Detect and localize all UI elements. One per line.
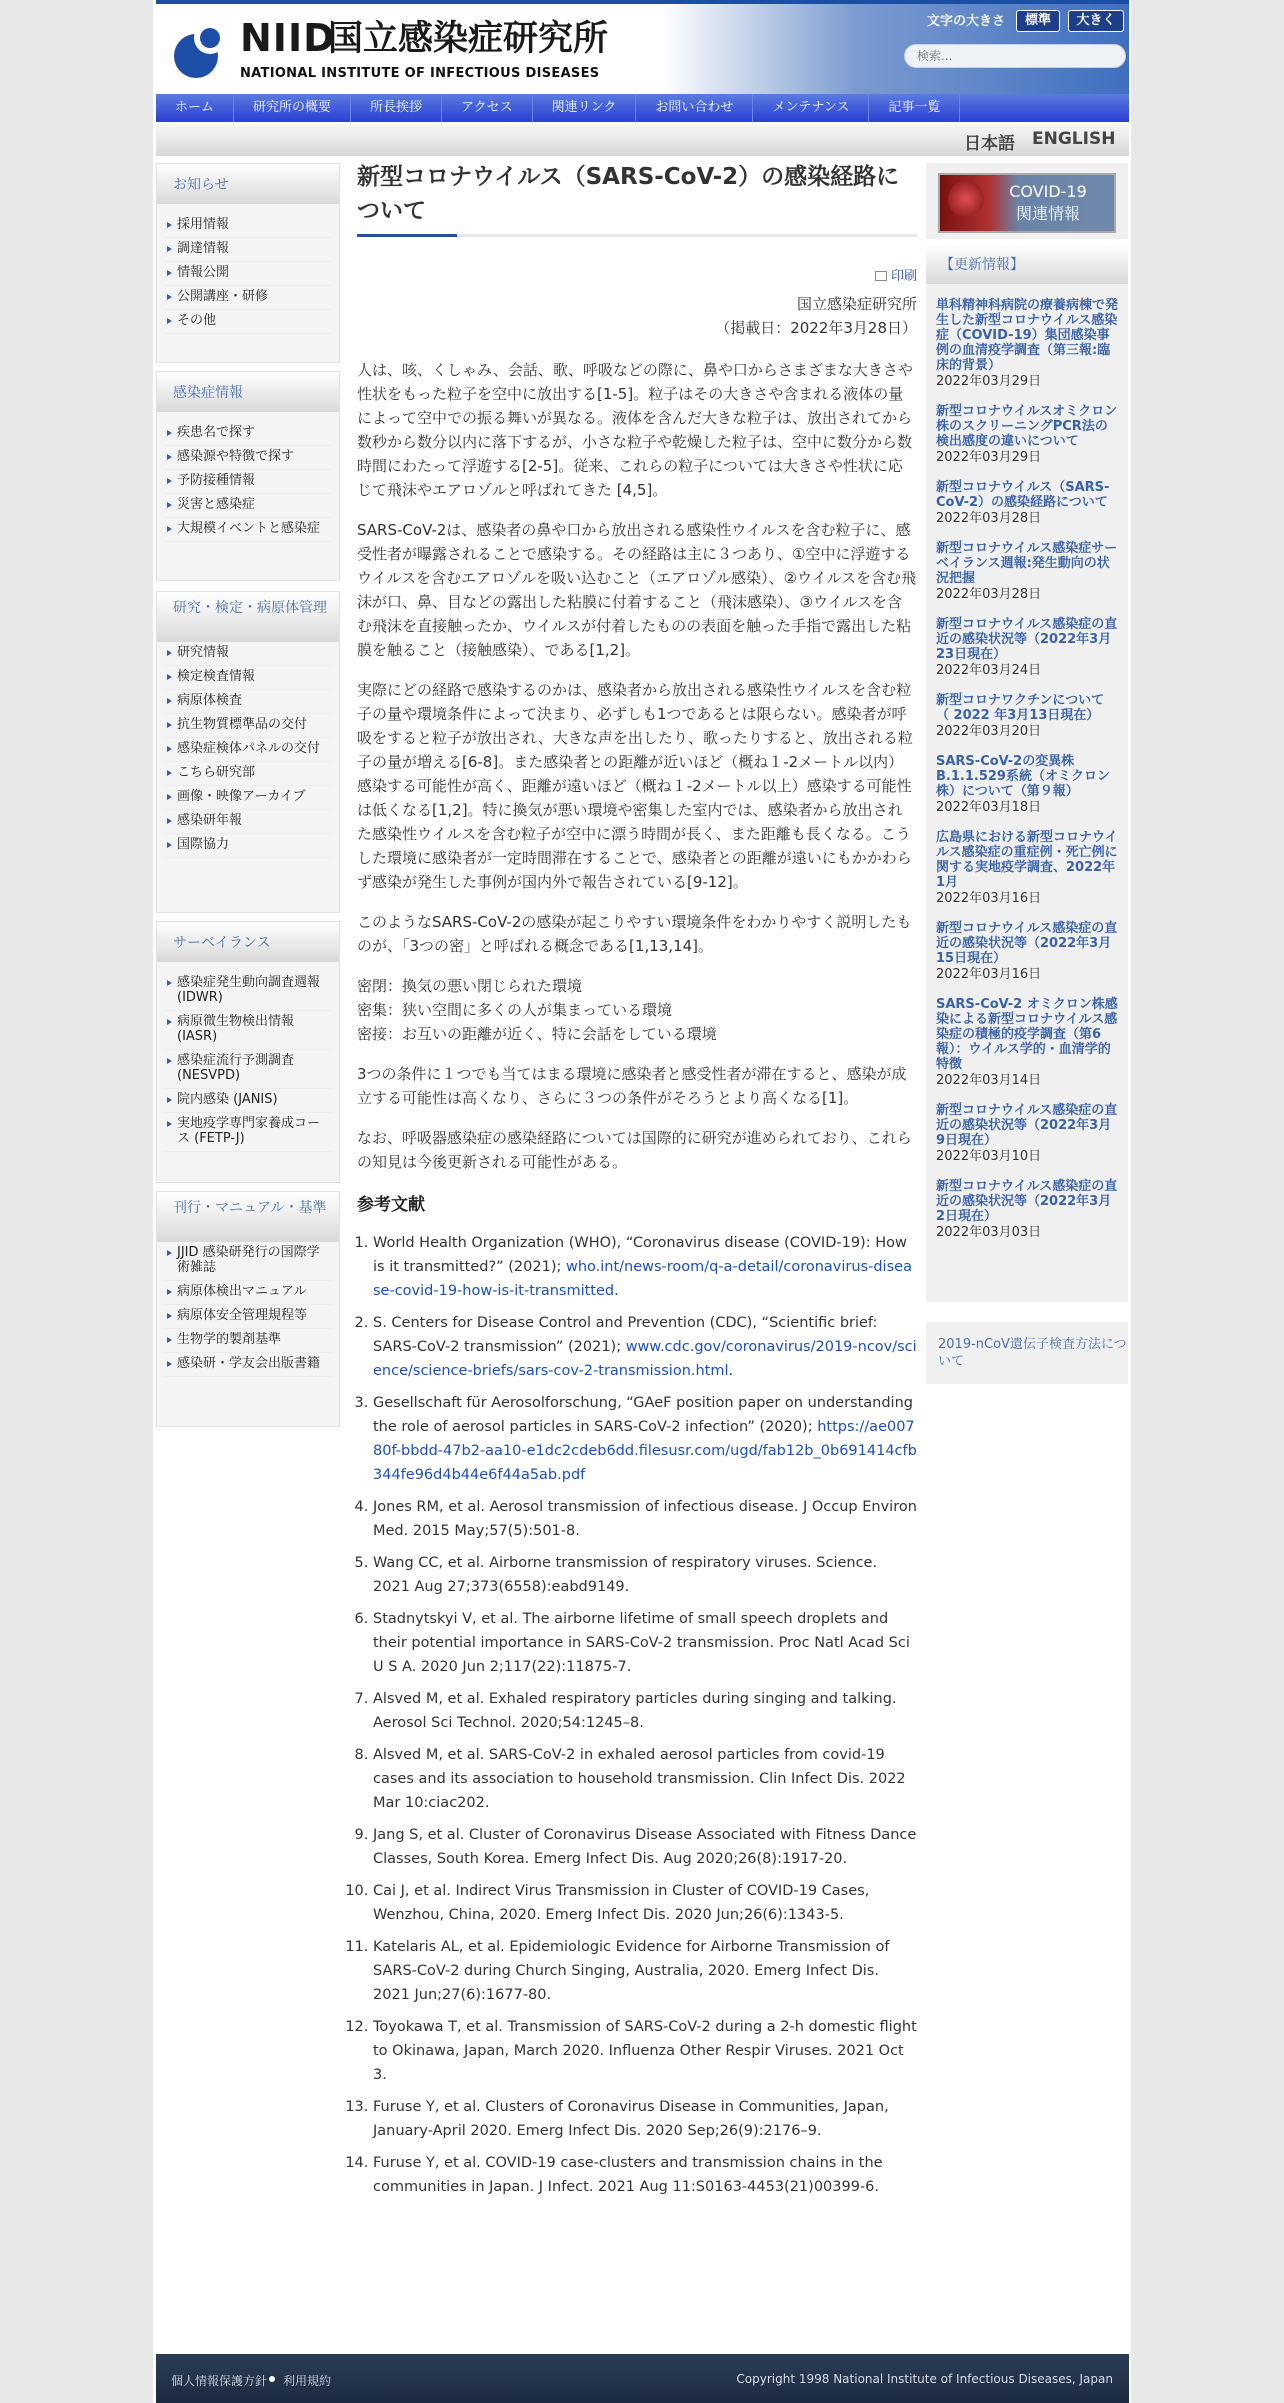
reference-text: World Health Organization (WHO), “Coronavirus disease (COVID-19): How is it transmitted?” (2021); bbox=[373, 1235, 907, 1275]
update-item-title[interactable]: 新型コロナウイルス感染症サーベイランス週報:発生動向の状況把握 bbox=[936, 541, 1118, 586]
reference-item bbox=[373, 1687, 917, 1735]
sidebar-publications-box bbox=[156, 1191, 340, 1427]
sidebar-item-jjid[interactable]: JJID 感染研発行の国際学術雑誌 bbox=[165, 1242, 331, 1281]
updates-title: 【更新情報】 bbox=[926, 244, 1128, 284]
update-item bbox=[926, 541, 1128, 603]
reference-item bbox=[373, 2095, 917, 2143]
nav-maintenance[interactable]: メンテナンス bbox=[753, 94, 869, 122]
article-paragraph: 実際にどの経路で感染するのかは、感染者から放出される感染性ウイルスを含む粒子の量や環境条件によって決まり、必ずしも1つであるとは限らない。感染者が呼吸をすると粒子が放出され、大きな声を出したり、歌ったりすると、放出される粒子の量が増える[6-8]。また感染者との距離が近いほど（概ね１-2メートル以内）感染する可能性が高く、距離が遠いほど（概ね１-2メートル以上）感染する可能性は低くなる[1,2]。特に換気が悪い環境や密集した室内では、感染者から放出された感染性ウイルスを含む粒子が空中に漂う時間が長く、また距離も長くなる。こうした環境に感染者が一定時間滞在することで、感染者との距離が遠いにもかかわらず感染が発生した事例が国内外で報告されている[9-12]。 bbox=[357, 681, 913, 891]
nav-director-greeting[interactable]: 所長挨拶 bbox=[351, 94, 442, 122]
covid-banner-link[interactable] bbox=[938, 173, 1116, 233]
sidebar-item-mass-events[interactable]: 大規模イベントと感染症 bbox=[165, 518, 331, 542]
reference-text: Stadnytskyi V, et al. The airborne lifetime of small speech droplets and their potential importance in SARS-CoV-2 transmission. Proc Natl Acad Sci U S A. 2020 Jun 2;117(22):11875-7. bbox=[373, 1611, 910, 1675]
pcr-method-link[interactable]: 2019-nCoV遺伝子検査方法について bbox=[938, 1337, 1127, 1369]
sidebar-item-detection-manual[interactable]: 病原体検出マニュアル bbox=[165, 1281, 331, 1305]
update-item bbox=[926, 921, 1128, 983]
update-item-date: 2022年03月24日 bbox=[936, 663, 1042, 678]
update-item-title[interactable]: 新型コロナウイルス感染症の直近の感染状況等（2022年3月23日現在） bbox=[936, 617, 1118, 662]
reference-text: Alsved M, et al. SARS-CoV-2 in exhaled aerosol particles from covid-19 cases and its association to household transmission. Clin Infect Dis. 2022 Mar 10:ciac202. bbox=[373, 1747, 906, 1811]
update-item bbox=[926, 480, 1128, 527]
logo-japanese-name[interactable]: 国立感染症研究所 bbox=[328, 19, 609, 59]
sidebar-item-recruitment[interactable]: 採用情報 bbox=[165, 214, 331, 238]
nav-access[interactable]: アクセス bbox=[442, 94, 533, 122]
sidebar-item-search-by-disease[interactable]: 疾患名で探す bbox=[165, 422, 331, 446]
update-item bbox=[926, 617, 1128, 679]
three-cs-crowded: 密集：狭い空間に多くの人が集まっている環境 bbox=[357, 1001, 673, 1019]
update-item bbox=[926, 830, 1128, 907]
sidebar-item-idwr[interactable]: 感染症発生動向調査週報 (IDWR) bbox=[165, 972, 331, 1011]
nav-links[interactable]: 関連リンク bbox=[533, 94, 637, 122]
font-size-large-button[interactable]: 大きく bbox=[1068, 10, 1124, 32]
reference-item bbox=[373, 1743, 917, 1815]
update-item-title[interactable]: 広島県における新型コロナウイルス感染症の重症例・死亡例に関する実地疫学調査、2022年1月 bbox=[936, 830, 1118, 890]
sidebar-disease-title: 感染症情報 bbox=[157, 372, 339, 412]
update-item-title[interactable]: 新型コロナウイルスオミクロン株のスクリーニングPCR法の検出感度の違いについて bbox=[936, 404, 1118, 449]
update-item-title[interactable]: SARS-CoV-2 オミクロン株感染による新型コロナウイルス感染症の積極的疫学調査（第6報）：ウイルス学的・血清学的特徴 bbox=[936, 997, 1118, 1072]
sidebar-item-disclosure[interactable]: 情報公開 bbox=[165, 262, 331, 286]
reference-item bbox=[373, 2151, 917, 2199]
logo-english-name: NATIONAL INSTITUTE OF INFECTIOUS DISEASES bbox=[240, 66, 600, 81]
article-paragraph: なお、呼吸器感染症の感染経路については国際的に研究が進められており、これらの知見は今後更新される可能性がある。 bbox=[357, 1129, 912, 1171]
reference-link[interactable]: https://ae00780f-bbdd-47b2-aa10-e1dc2cdeb6dd.filesusr.com/ugd/fab12b_0b691414cfb344fe96d4b44e6f44a5ab.pdf bbox=[373, 1419, 917, 1483]
sidebar-item-assay-info[interactable]: 検定検査情報 bbox=[165, 666, 331, 690]
reference-item bbox=[373, 1935, 917, 2007]
sidebar-news-box bbox=[156, 163, 340, 363]
reference-item bbox=[373, 1231, 917, 1303]
virus-icon bbox=[948, 181, 984, 217]
reference-item bbox=[373, 1551, 917, 1599]
update-item-title[interactable]: 新型コロナウイルス感染症の直近の感染状況等（2022年3月2日現在） bbox=[936, 1179, 1118, 1224]
sidebar-research-title: 研究・検定・病原体管理 bbox=[157, 592, 339, 642]
reference-text: Gesellschaft für Aerosolforschung, “GAeF position paper on understanding the role of aerosol particles in SARS-CoV-2 infection” (2020); bbox=[373, 1395, 913, 1435]
update-item-title[interactable]: 新型コロナウイルス（SARS-CoV-2）の感染経路について bbox=[936, 480, 1110, 510]
reference-item bbox=[373, 1391, 917, 1487]
update-item-date: 2022年03月28日 bbox=[936, 587, 1042, 602]
update-item-title[interactable]: 新型コロナウイルス感染症の直近の感染状況等（2022年3月9日現在） bbox=[936, 1103, 1118, 1148]
reference-text: Alsved M, et al. Exhaled respiratory particles during singing and talking. Aerosol Sci Technol. 2020;54:1245–8. bbox=[373, 1691, 897, 1731]
reference-item bbox=[373, 1495, 917, 1543]
nav-contact[interactable]: お問い合わせ bbox=[636, 94, 753, 122]
sidebar-item-biosafety-rules[interactable]: 病原体安全管理規程等 bbox=[165, 1305, 331, 1329]
language-japanese-link[interactable]: 日本語 bbox=[964, 134, 1015, 154]
update-item bbox=[926, 1103, 1128, 1165]
references-list bbox=[357, 1231, 917, 2199]
footer-separator-dot bbox=[269, 2376, 275, 2382]
sidebar-surveillance-box bbox=[156, 921, 340, 1183]
three-cs-closed: 密閉：換気の悪い閉じられた環境 bbox=[357, 977, 583, 995]
sidebar-surveillance-title: サーベイランス bbox=[157, 922, 339, 962]
page bbox=[153, 0, 1131, 2403]
sidebar-item-research-dept[interactable]: こちら研究部 bbox=[165, 762, 331, 786]
sidebar-item-biologics-standard[interactable]: 生物学的製剤基準 bbox=[165, 1329, 331, 1353]
sidebar-item-other[interactable]: その他 bbox=[165, 310, 331, 334]
pcr-method-box bbox=[926, 1322, 1128, 1384]
sidebar-item-antibiotic-standard[interactable]: 抗生物質標準品の交付 bbox=[165, 714, 331, 738]
covid-banner-line2: 関連情報 bbox=[1015, 204, 1080, 223]
reference-item bbox=[373, 1879, 917, 1927]
updates-box bbox=[926, 244, 1128, 1302]
sidebar-item-lectures[interactable]: 公開講座・研修 bbox=[165, 286, 331, 310]
sidebar-item-procurement[interactable]: 調達情報 bbox=[165, 238, 331, 262]
update-item bbox=[926, 298, 1128, 390]
reference-text: Jang S, et al. Cluster of Coronavirus Disease Associated with Fitness Dance Classes, South Korea. Emerg Infect Dis. Aug 2020;26(8):1917-20. bbox=[373, 1827, 917, 1867]
sidebar-item-search-by-source[interactable]: 感染源や特徴で探す bbox=[165, 446, 331, 470]
search-input[interactable] bbox=[904, 44, 1126, 68]
covid-banner-box bbox=[926, 163, 1128, 239]
sidebar-item-research-info[interactable]: 研究情報 bbox=[165, 642, 331, 666]
reference-text: Cai J, et al. Indirect Virus Transmission in Cluster of COVID-19 Cases, Wenzhou, China, 2020. Emerg Infect Dis. 2020 Jun;26(6):1343-5. bbox=[373, 1883, 870, 1923]
update-item bbox=[926, 754, 1128, 816]
footer-terms-link[interactable]: 利用規約 bbox=[283, 2374, 332, 2388]
update-item bbox=[926, 1179, 1128, 1241]
update-item-title[interactable]: 新型コロナワクチンについて （ 2022 年3月13日現在） bbox=[936, 693, 1105, 723]
reference-item bbox=[373, 1311, 917, 1383]
article-org: 国立感染症研究所 bbox=[796, 295, 917, 313]
update-item-date: 2022年03月28日 bbox=[936, 511, 1042, 526]
covid-banner-text bbox=[984, 181, 1112, 225]
references-heading: 参考文献 bbox=[357, 1195, 425, 1215]
article bbox=[357, 160, 917, 2207]
update-item-date: 2022年03月10日 bbox=[936, 1149, 1042, 1164]
reference-text: Toyokawa T, et al. Transmission of SARS-CoV-2 during a 2-h domestic flight to Okinawa, Japan, March 2020. Influenza Other Respir Viruses. 2021 Oct 3. bbox=[373, 2019, 917, 2083]
article-paragraph: 3つの条件に１つでも当てはまる環境に感染者と感受性者が滞在すると、感染が成立する可能性は高くなり、さらに３つの条件がそろうとより高くなる[1]。 bbox=[357, 1065, 907, 1107]
three-cs-list bbox=[357, 974, 917, 1046]
reference-text: Jones RM, et al. Aerosol transmission of infectious disease. J Occup Environ Med. 2015 May;57(5):501-8. bbox=[373, 1499, 917, 1539]
sidebar-research-box bbox=[156, 591, 340, 913]
nav-home[interactable]: ホーム bbox=[156, 94, 234, 122]
sidebar-item-image-archive[interactable]: 画像・映像アーカイブ bbox=[165, 786, 331, 810]
reference-item bbox=[373, 1607, 917, 1679]
reference-item bbox=[373, 2015, 917, 2087]
reference-text: Katelaris AL, et al. Epidemiologic Evidence for Airborne Transmission of SARS-CoV-2 during Church Singing, Australia, 2020. Emerg Infect Dis. 2021 Jun;27(6):1677-80. bbox=[373, 1939, 890, 2003]
logo-niid-text[interactable]: NIID bbox=[240, 16, 336, 60]
update-item-date: 2022年03月18日 bbox=[936, 800, 1042, 815]
sidebar-item-annual-report[interactable]: 感染研年報 bbox=[165, 810, 331, 834]
update-item-date: 2022年03月14日 bbox=[936, 1073, 1042, 1088]
article-paragraph: このようなSARS-CoV-2の感染が起こりやすい環境条件をわかりやすく説明したものが、「3つの密」と呼ばれる概念である[1,13,14]。 bbox=[357, 913, 912, 955]
print-label[interactable]: 印刷 bbox=[890, 269, 917, 284]
reference-link[interactable]: www.cdc.gov/coronavirus/2019-ncov/science/science-briefs/sars-cov-2-transmission.html bbox=[373, 1339, 917, 1379]
update-item-title[interactable]: 単科精神科病院の療養病棟で発生した新型コロナウイルス感染症（COVID-19）集団感染事例の血清疫学調査（第三報:臨床的背景） bbox=[936, 298, 1119, 373]
reference-text: Wang CC, et al. Airborne transmission of respiratory viruses. Science. 2021 Aug 27;373(6558):eabd9149. bbox=[373, 1555, 878, 1595]
reference-suffix: . bbox=[614, 1283, 619, 1299]
three-cs-close-contact: 密接：お互いの距離が近く、特に会話をしている環境 bbox=[357, 1025, 717, 1043]
article-date: （掲載日：2022年3月28日） bbox=[715, 319, 917, 337]
reference-text: Furuse Y, et al. COVID-19 case-clusters and transmission chains in the communities in Japan. J Infect. 2021 Aug 11:S0163-4453(21)00399-6. bbox=[373, 2155, 883, 2195]
main-nav bbox=[156, 94, 1129, 122]
footer-privacy-link[interactable]: 個人情報保護方針 bbox=[171, 2374, 268, 2388]
page-title: 新型コロナウイルス（SARS-CoV-2）の感染経路について bbox=[357, 160, 917, 237]
update-item bbox=[926, 404, 1128, 466]
update-item-title[interactable]: 新型コロナウイルス感染症の直近の感染状況等（2022年3月15日現在） bbox=[936, 921, 1118, 966]
update-item-date: 2022年03月29日 bbox=[936, 374, 1042, 389]
reference-text: S. Centers for Disease Control and Prevention (CDC), “Scientific brief: SARS-CoV-2 transmission” (2021); bbox=[373, 1315, 878, 1355]
update-item-date: 2022年03月16日 bbox=[936, 891, 1042, 906]
footer-copyright: Copyright 1998 National Institute of Infectious Diseases, Japan bbox=[736, 2372, 1113, 2386]
sidebar-item-international[interactable]: 国際協力 bbox=[165, 834, 331, 858]
updates-list bbox=[926, 298, 1128, 1241]
reference-item bbox=[373, 1823, 917, 1871]
reference-text: Furuse Y, et al. Clusters of Coronavirus Disease in Communities, Japan, January-April 2020. Emerg Infect Dis. 2020 Sep;26(9):2176–9. bbox=[373, 2099, 889, 2139]
sidebar-item-books[interactable]: 感染研・学友会出版書籍 bbox=[165, 1353, 331, 1377]
article-paragraph: SARS-CoV-2は、感染者の鼻や口から放出される感染性ウイルスを含む粒子に、感受性者が曝露されることで感染する。その経路は主に３つあり、①空中に浮遊するウイルスを含むエアロゾルを吸い込むこと（エアロゾル感染）、②ウイルスを含む飛沫が口、鼻、目などの露出した粘膜に付着すること（飛沫感染）、③ウイルスを含む飛沫を直接触ったか、ウイルスが付着したものの表面を触った手指で露出した粘膜を触ること（接触感染）、である[1,2]。 bbox=[357, 521, 917, 659]
printer-icon bbox=[875, 271, 887, 281]
sidebar-item-nesvpd[interactable]: 感染症流行予測調査 (NESVPD) bbox=[165, 1050, 331, 1089]
language-english-link[interactable]: ENGLISH bbox=[1032, 129, 1116, 149]
sidebar-item-disaster[interactable]: 災害と感染症 bbox=[165, 494, 331, 518]
reference-suffix: . bbox=[728, 1363, 734, 1379]
nav-article-list[interactable]: 記事一覧 bbox=[869, 94, 960, 122]
sidebar-item-specimen-panel[interactable]: 感染症検体パネルの交付 bbox=[165, 738, 331, 762]
update-item-date: 2022年03月03日 bbox=[936, 1225, 1042, 1240]
site-header bbox=[156, 0, 1129, 94]
sidebar-item-janis[interactable]: 院内感染 (JANIS) bbox=[165, 1089, 331, 1113]
article-paragraph: 人は、咳、くしゃみ、会話、歌、呼吸などの際に、鼻や口からさまざまな大きさや性状をもった粒子を空中に放出する[1-5]。粒子はその大きさや含まれる液体の量によって空中での振る舞いが異なる。液体を含んだ大きな粒子は、放出されてから数秒から数分以内に落下するが、小さな粒子や乾燥した粒子は、空中に数分から数時間にわたって浮遊する[2-5]。従来、これらの粒子については大きさや性状に応じて飛沫やエアロゾルと呼ばれてきた [4,5]。 bbox=[357, 361, 913, 499]
update-item-date: 2022年03月20日 bbox=[936, 724, 1042, 739]
update-item-date: 2022年03月16日 bbox=[936, 967, 1042, 982]
reference-link[interactable]: who.int/news-room/q-a-detail/coronavirus-disease-covid-19-how-is-it-transmitted bbox=[373, 1259, 912, 1299]
sidebar-item-fetp[interactable]: 実地疫学専門家養成コース (FETP-J) bbox=[165, 1113, 331, 1152]
niid-logo-icon[interactable] bbox=[168, 18, 232, 82]
sidebar-disease-box bbox=[156, 371, 340, 581]
update-item-title[interactable]: SARS-CoV-2の変異株B.1.1.529系統（オミクロン株）について（第９報） bbox=[936, 754, 1110, 799]
nav-about[interactable]: 研究所の概要 bbox=[234, 94, 351, 122]
sidebar-item-vaccination[interactable]: 予防接種情報 bbox=[165, 470, 331, 494]
covid-banner-line1: COVID-19 bbox=[1009, 182, 1087, 201]
print-link[interactable] bbox=[357, 265, 917, 284]
sidebar-item-iasr[interactable]: 病原微生物検出情報 (IASR) bbox=[165, 1011, 331, 1050]
sidebar-news-title: お知らせ bbox=[157, 164, 339, 204]
font-size-standard-button[interactable]: 標準 bbox=[1016, 10, 1060, 32]
update-item-date: 2022年03月29日 bbox=[936, 450, 1042, 465]
font-size-label: 文字の大きさ bbox=[927, 14, 1006, 29]
language-bar bbox=[156, 124, 1129, 156]
update-item bbox=[926, 997, 1128, 1089]
sidebar-item-pathogen-test[interactable]: 病原体検査 bbox=[165, 690, 331, 714]
sidebar-publications-title: 刊行・マニュアル・基準 bbox=[157, 1192, 339, 1242]
site-footer bbox=[156, 2354, 1129, 2403]
update-item bbox=[926, 693, 1128, 740]
